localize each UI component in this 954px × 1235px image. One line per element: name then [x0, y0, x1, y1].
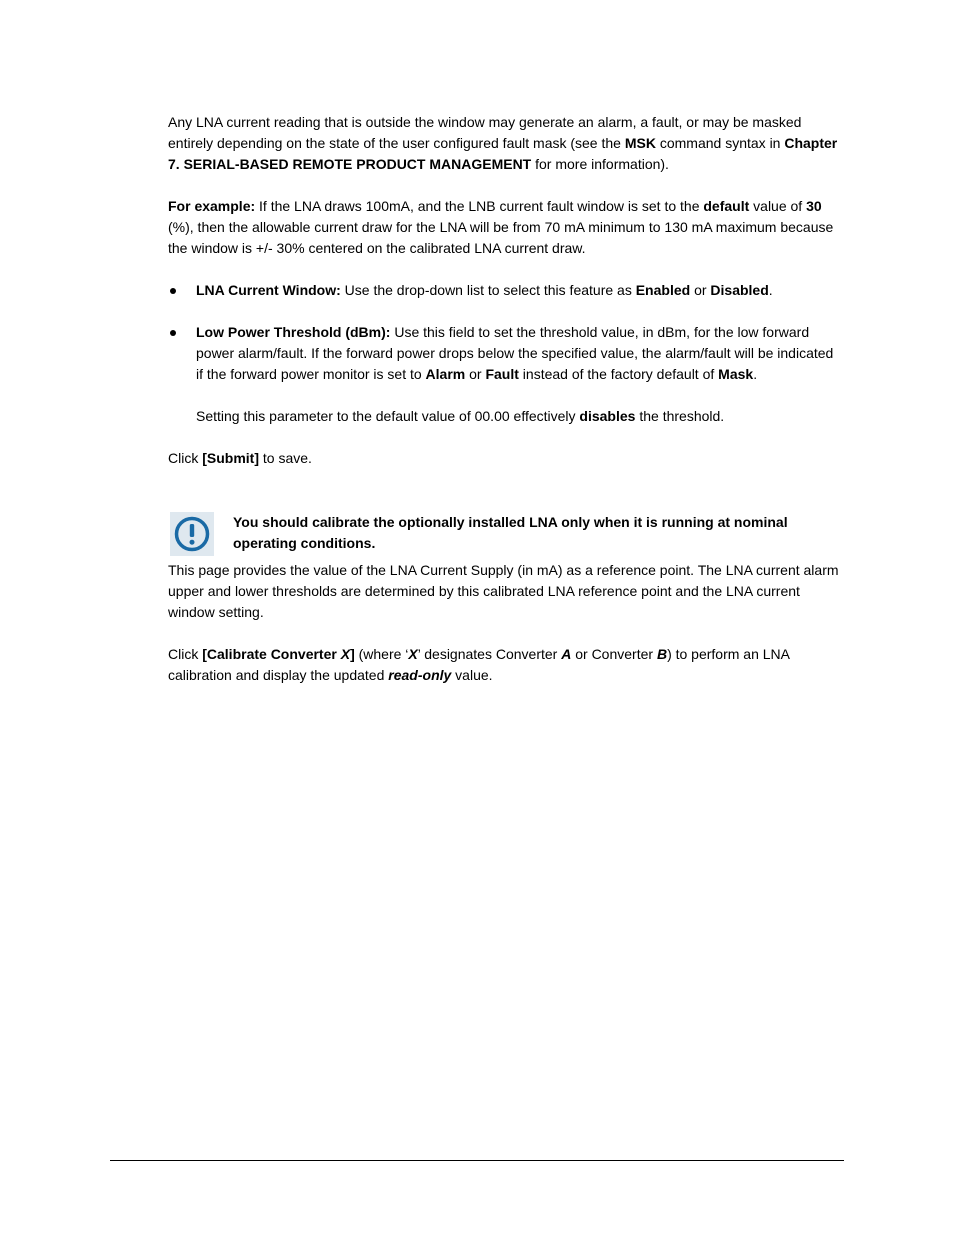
calibrate-button-reference: [Calibrate Converter X] — [202, 646, 355, 662]
settings-bullet-list — [168, 280, 844, 385]
bullet-low-power-threshold: Low Power Threshold (dBm): Use this field to set the threshold value, in dBm, for the low forward power alarm/fault. If the forward power drops below the specified value, the alarm/fault will be indicated if the forward power monitor is set to Alarm or Fault instead of the factory default of Mask. — [168, 322, 844, 385]
lna-reference-paragraph: This page provides the value of the LNA Current Supply (in mA) as a reference point. The LNA current alarm upper and lower thresholds are determined by this calibrated LNA reference point and the LNA current window setting. — [168, 562, 839, 620]
bullet-dot-icon — [170, 330, 176, 336]
submit-instruction: Click [Submit] to save. — [168, 450, 312, 466]
calibrate-instruction: Click [Calibrate Converter X] (where ‘X’ designates Converter A or Converter B) to perform an LNA calibration and display the updated read-only value. — [168, 646, 790, 683]
threshold-default-paragraph: Setting this parameter to the default value of 00.00 effectively disables the threshold. — [196, 408, 725, 424]
exclamation-circle-icon — [170, 512, 214, 556]
example-label: For example: — [168, 198, 256, 214]
submit-button-reference: [Submit] — [202, 450, 259, 466]
example-paragraph: For example: If the LNA draws 100mA, and the LNB current fault window is set to the default value of 30 (%), then the allowable current draw for the LNA will be from 70 mA minimum to 130 mA maximum because the window is +/- 30% centered on the calibrated LNA current draw. — [168, 198, 834, 256]
chapter-7-reference: Chapter 7. SERIAL-BASED REMOTE PRODUCT MANAGEMENT — [168, 135, 838, 172]
bullet-dot-icon — [170, 288, 176, 294]
document-body — [168, 112, 844, 707]
calibration-note — [168, 512, 844, 558]
msk-command: MSK — [624, 135, 656, 151]
note-text: You should calibrate the optionally installed LNA only when it is running at nominal operating conditions. — [233, 514, 788, 551]
bullet-lna-current-window: LNA Current Window: Use the drop-down list to select this feature as Enabled or Disabled. — [168, 280, 844, 301]
footer-divider — [110, 1160, 844, 1161]
lna-window-alarm-paragraph: Any LNA current reading that is outside the window may generate an alarm, a fault, or may be masked entirely depending on the state of the user configured fault mask (see the MSK command syntax in Chapter 7. SERIAL-BASED REMOTE PRODUCT MANAGEMENT for more information). — [168, 114, 838, 172]
